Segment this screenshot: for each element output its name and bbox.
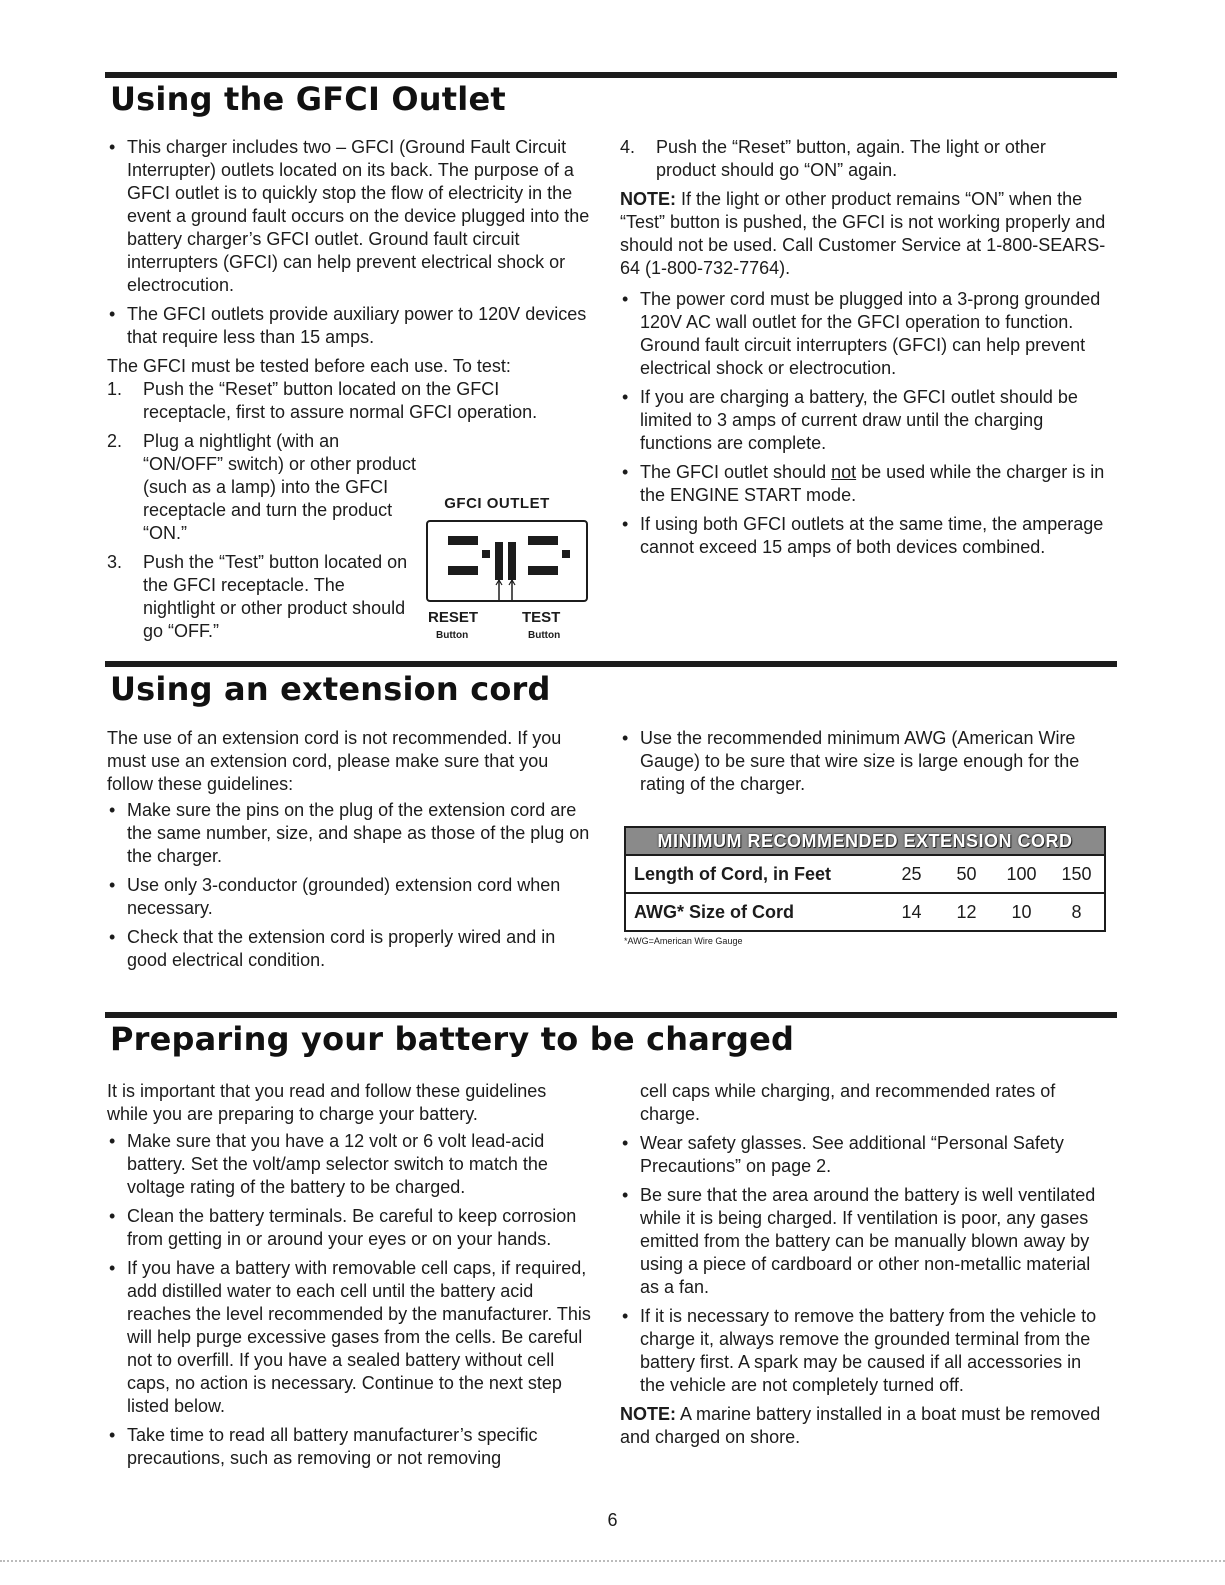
extension-cord-table	[624, 826, 1106, 932]
gfci-outlet-icon	[426, 520, 588, 602]
figure-title: GFCI OUTLET	[444, 495, 550, 512]
battery-left-bullets	[107, 1130, 592, 1470]
section-rule	[105, 661, 1117, 667]
test-intro: The GFCI must be tested before each use. To test:	[107, 356, 511, 376]
list-item: • Make sure the pins on the plug of the extension cord are the same number, size, and shape as those of the plug on the charger.	[107, 799, 592, 868]
table-cell: 100	[1006, 864, 1037, 884]
section-title-extension: Using an extension cord	[110, 670, 551, 708]
extension-intro: The use of an extension cord is not recommended. If you must use an extension cord, please make sure that you follow these guidelines:	[107, 728, 562, 794]
battery-note: NOTE: A marine battery installed in a boat must be removed and charged on shore.	[620, 1404, 1101, 1447]
gfci-outlet-figure	[422, 495, 592, 655]
section-rule	[105, 1012, 1117, 1018]
page-bottom-edge	[0, 1560, 1225, 1564]
list-item: • Clean the battery terminals. Be careful to keep corrosion from getting in or around your eyes or on your hands.	[107, 1205, 592, 1251]
list-item: • Be sure that the area around the battery is well ventilated while it is being charged. If ventilation is poor, any gases emitted from the battery can be manually blown away by using a piece of cardboard or other non-metallic material as a fan.	[620, 1184, 1106, 1299]
table-cell: 12	[956, 902, 977, 922]
table-cell: 14	[901, 902, 922, 922]
table-row	[626, 892, 1104, 930]
list-item: • Use only 3-conductor (grounded) extension cord when necessary.	[107, 874, 592, 920]
row-label: Length of Cord, in Feet	[634, 864, 831, 884]
gfci-right-column	[620, 136, 1106, 565]
list-item: • Wear safety glasses. See additional “Personal Safety Precautions” on page 2.	[620, 1132, 1106, 1178]
battery-left-column	[107, 1080, 592, 1476]
step-item: 2. Plug a nightlight (with an “ON/OFF” switch) or other product (such as a lamp) into the GFCI receptacle and turn the product “ON.”	[107, 431, 417, 543]
test-label: TEST	[522, 609, 561, 626]
list-item: • If you have a battery with removable cell caps, if required, add distilled water to each cell until the battery acid reaches the level recommended by the manufacturer. This will help purge excessive gases from the cells. Be careful not to overfill. If you have a sealed battery without cell caps, no action is necessary. Continue to the next step listed below.	[107, 1257, 592, 1418]
reset-button-label: Button	[436, 630, 469, 641]
row-label: AWG* Size of Cord	[634, 902, 795, 922]
table-cell: 150	[1061, 864, 1092, 884]
section-title-battery: Preparing your battery to be charged	[110, 1020, 795, 1058]
continued-text: cell caps while charging, and recommended rates of charge.	[640, 1081, 1056, 1124]
battery-right-bullets	[620, 1132, 1106, 1397]
battery-intro: It is important that you read and follow these guidelines while you are preparing to charge your battery.	[107, 1081, 547, 1124]
table-header: MINIMUM RECOMMENDED EXTENSION CORD	[626, 828, 1104, 854]
list-item: • If using both GFCI outlets at the same time, the amperage cannot exceed 15 amps of both devices combined.	[620, 513, 1106, 559]
list-item: • If it is necessary to remove the battery from the vehicle to charge it, always remove the grounded terminal from the battery first. A spark may be caused if all accessories in the vehicle are not completely turned off.	[620, 1305, 1106, 1397]
table-cell: 50	[956, 864, 977, 884]
extension-left-bullets	[107, 799, 592, 972]
section-rule	[105, 72, 1117, 78]
list-item: • The GFCI outlets provide auxiliary power to 120V devices that require less than 15 amps.	[107, 303, 592, 349]
step-item: 3. Push the “Test” button located on the GFCI receptacle. The nightlight or other product should go “OFF.”	[107, 552, 408, 641]
list-item: • Use the recommended minimum AWG (American Wire Gauge) to be sure that wire size is large enough for the rating of the charger.	[620, 727, 1106, 796]
test-steps-continued	[620, 136, 1106, 182]
extension-right-column	[620, 727, 1106, 802]
reset-label: RESET	[428, 609, 479, 626]
table-footnote: *AWG=American Wire Gauge	[624, 936, 743, 946]
table-cell: 10	[1011, 902, 1032, 922]
table-cell: 8	[1071, 902, 1082, 922]
section-title-gfci: Using the GFCI Outlet	[110, 80, 506, 118]
table-row	[626, 854, 1104, 892]
list-item: • Check that the extension cord is properly wired and in good electrical condition.	[107, 926, 592, 972]
list-item: • Take time to read all battery manufacturer’s specific precautions, such as removing or not removing	[107, 1424, 592, 1470]
gfci-note: NOTE: If the light or other product remains “ON” when the “Test” button is pushed, the GFCI is not working properly and should not be used. Call Customer Service at 1-800-SEARS-64 (1-800-732-7764).	[620, 189, 1106, 278]
extension-left-column	[107, 727, 592, 978]
table-cell: 25	[901, 864, 922, 884]
list-item: • If you are charging a battery, the GFCI outlet should be limited to 3 amps of current draw until the charging functions are complete.	[620, 386, 1106, 455]
list-item: • The power cord must be plugged into a 3-prong grounded 120V AC wall outlet for the GFCI operation to function. Ground fault circuit interrupters (GFCI) can help prevent electrical shock or electrocution.	[620, 288, 1106, 380]
step-item: 1. Push the “Reset” button located on the GFCI receptacle, first to assure normal GFCI operation.	[107, 379, 538, 422]
list-item: • This charger includes two – GFCI (Ground Fault Circuit Interrupter) outlets located on its back. The purpose of a GFCI outlet is to quickly stop the flow of electricity in the event a ground fault occurs on the device plugged into the battery charger’s GFCI outlet. Ground fault circuit interrupters (GFCI) can help prevent electrical shock or electrocution.	[107, 136, 592, 297]
gfci-right-bullets	[620, 288, 1106, 559]
test-button-label: Button	[528, 630, 561, 641]
page-number: 6	[607, 1510, 618, 1530]
extension-right-bullets	[620, 727, 1106, 796]
outlet-drawing	[428, 522, 586, 600]
list-item: • Make sure that you have a 12 volt or 6 volt lead-acid battery. Set the volt/amp selector switch to match the voltage rating of the battery to be charged.	[107, 1130, 592, 1199]
battery-right-column	[620, 1080, 1106, 1449]
gfci-left-bullets	[107, 136, 592, 349]
step-item: 4. Push the “Reset” button, again. The light or other product should go “ON” again.	[620, 137, 1046, 180]
list-item: • The GFCI outlet should not be used while the charger is in the ENGINE START mode.	[620, 461, 1106, 507]
